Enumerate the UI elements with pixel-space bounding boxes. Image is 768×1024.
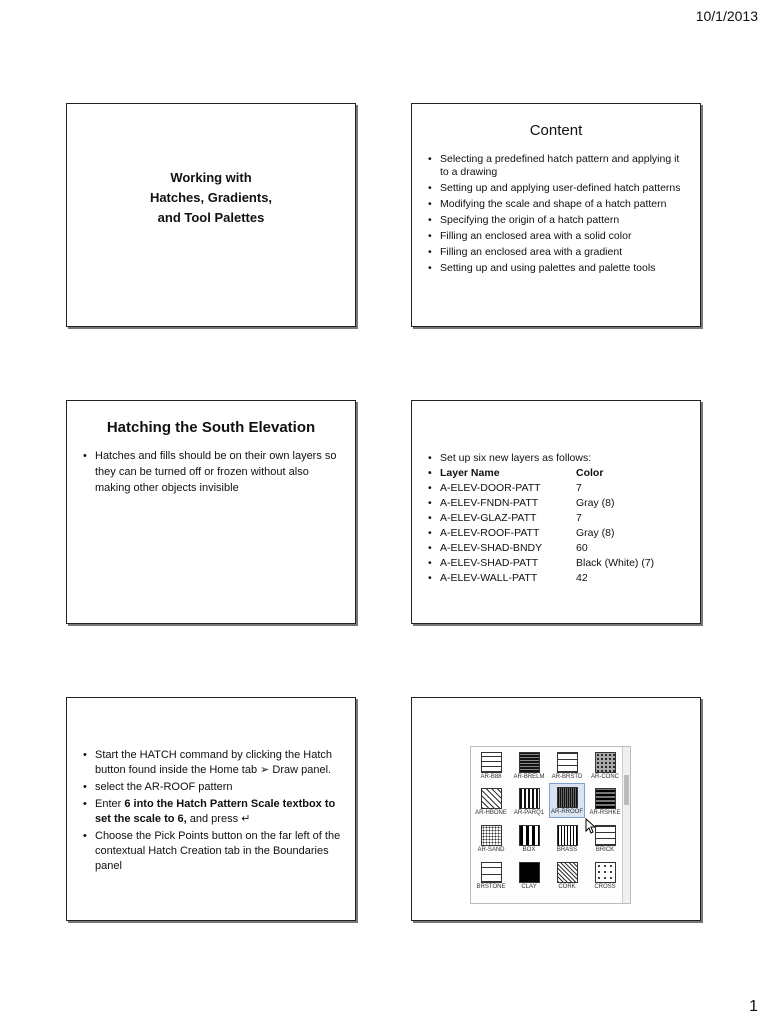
pattern-swatch[interactable] <box>511 785 547 816</box>
pattern-swatch[interactable] <box>473 785 509 816</box>
slide-heading: Hatching the South Elevation <box>106 419 316 436</box>
bullet-item: • Hatches and fills should be on their own layers so they can be turned off or frozen without also making other objects invisible <box>83 448 341 496</box>
slide-hatching-south <box>66 400 356 624</box>
pattern-preview <box>519 862 540 883</box>
bullet-item: • Modifying the scale and shape of a hatch pattern <box>428 198 688 211</box>
pattern-label: AR-B88 <box>480 774 502 780</box>
bullet-text: Enter <box>95 798 125 810</box>
bullet-item: • Specifying the origin of a hatch pattern <box>428 214 688 227</box>
bullet-bold-text: 6 into the Hatch Pattern Scale textbox to set the scale to 6, <box>95 798 336 825</box>
bullet-list <box>83 748 341 874</box>
pattern-preview <box>519 788 540 809</box>
bullet-list <box>83 448 341 496</box>
pattern-swatch[interactable] <box>473 749 509 780</box>
pattern-label: AR-CONC <box>591 774 619 780</box>
bullet-item <box>83 797 341 827</box>
layer-name: A-ELEV-GLAZ-PATT <box>440 512 537 524</box>
slide-heading: Content <box>529 122 583 139</box>
layer-row <box>428 496 688 511</box>
bullet-item: • select the AR-ROOF pattern <box>83 780 341 795</box>
pattern-preview <box>557 752 578 773</box>
layer-row <box>428 511 688 526</box>
pattern-swatch[interactable] <box>587 749 623 780</box>
bullet-item: • Filling an enclosed area with a solid color <box>428 230 688 243</box>
page-number: 1 <box>749 998 758 1015</box>
layer-name: A-ELEV-DOOR-PATT <box>440 482 541 494</box>
pattern-swatch[interactable] <box>511 859 547 890</box>
pattern-label: AR-BRELM <box>513 774 545 780</box>
pattern-preview <box>481 788 502 809</box>
bullet-item: • Selecting a predefined hatch pattern and applying it to a drawing <box>428 153 688 179</box>
pattern-preview <box>595 862 616 883</box>
layer-color: Gray (8) <box>576 527 615 539</box>
pattern-label: AR-PARQ1 <box>513 810 545 816</box>
slide-main-title <box>67 168 355 228</box>
layer-color: 7 <box>576 512 582 524</box>
pattern-label: AR-BRSTD <box>551 774 583 780</box>
layer-color-header: Color <box>576 467 604 479</box>
pattern-label: BRASS <box>556 847 578 853</box>
pattern-swatch-selected[interactable] <box>549 783 585 818</box>
pattern-preview <box>481 825 502 846</box>
pattern-label: AR-RSHKE <box>589 810 621 816</box>
title-line: and Tool Palettes <box>157 210 265 225</box>
bullet-item: • Start the HATCH command by clicking the Hatch button found inside the Home tab ➢ Draw panel. <box>83 748 341 778</box>
layer-list <box>428 451 688 586</box>
pattern-label: AR-RROOF <box>551 809 583 815</box>
pattern-preview <box>557 862 578 883</box>
slide-title-card <box>66 103 356 327</box>
title-line: Working with <box>170 170 252 185</box>
pattern-preview <box>557 787 578 808</box>
slide-pattern-palette <box>411 697 701 921</box>
layer-row <box>428 541 688 556</box>
layer-row <box>428 526 688 541</box>
hatch-pattern-palette <box>470 746 631 904</box>
title-line: Hatches, Gradients, <box>149 190 273 205</box>
bullet-list <box>428 153 688 275</box>
pattern-label: AR-SAND <box>477 847 505 853</box>
pattern-preview <box>595 825 616 846</box>
slide-hatch-steps <box>66 697 356 921</box>
slide-layers <box>411 400 701 624</box>
pattern-swatch[interactable] <box>473 822 509 853</box>
layer-row <box>428 571 688 586</box>
pattern-label: BRSTONE <box>476 884 506 890</box>
layer-header-row <box>428 466 688 481</box>
pattern-preview <box>557 825 578 846</box>
pattern-swatch[interactable] <box>549 822 585 853</box>
bullet-item: • Setting up and using palettes and palette tools <box>428 262 688 275</box>
bullet-item: • Set up six new layers as follows: <box>428 451 688 466</box>
bullet-item: • Choose the Pick Points button on the far left of the contextual Hatch Creation tab in the Boundaries panel <box>83 829 341 874</box>
layer-name: A-ELEV-WALL-PATT <box>440 572 538 584</box>
layer-name-header: Layer Name <box>440 467 500 479</box>
pattern-swatch[interactable] <box>511 749 547 780</box>
layer-name: A-ELEV-SHAD-PATT <box>440 557 539 569</box>
layer-color: 42 <box>576 572 588 584</box>
pattern-label: CLAY <box>521 884 537 890</box>
pattern-label: CORK <box>558 884 576 890</box>
scrollbar-thumb[interactable] <box>624 775 629 805</box>
layer-color: Gray (8) <box>576 497 615 509</box>
pattern-swatch[interactable] <box>473 859 509 890</box>
pattern-swatch[interactable] <box>549 749 585 780</box>
pattern-label: BOX <box>522 847 536 853</box>
palette-scrollbar[interactable] <box>622 747 630 903</box>
bullet-item: • Filling an enclosed area with a gradient <box>428 246 688 259</box>
pattern-swatch[interactable] <box>587 859 623 890</box>
mouse-pointer-icon <box>585 818 597 837</box>
pattern-preview <box>595 752 616 773</box>
pattern-preview <box>519 752 540 773</box>
layer-row <box>428 556 688 571</box>
layer-color: 7 <box>576 482 582 494</box>
pattern-preview <box>519 825 540 846</box>
pattern-preview <box>481 862 502 883</box>
pattern-label: AR-HBONE <box>475 810 507 816</box>
pattern-swatch[interactable] <box>549 859 585 890</box>
layer-row <box>428 481 688 496</box>
layer-name: A-ELEV-FNDN-PATT <box>440 497 539 509</box>
pattern-label: CROSS <box>594 884 616 890</box>
slide-content <box>411 103 701 327</box>
pattern-preview <box>481 752 502 773</box>
layer-color: Black (White) (7) <box>576 557 655 569</box>
pattern-swatch[interactable] <box>511 822 547 853</box>
layer-color: 60 <box>576 542 588 554</box>
bullet-text: and press ↵ <box>186 813 251 825</box>
layer-name: A-ELEV-SHAD-BNDY <box>440 542 543 554</box>
pattern-label: BRICK <box>595 847 615 853</box>
pattern-preview <box>595 788 616 809</box>
header-date: 10/1/2013 <box>695 8 758 24</box>
bullet-item: • Setting up and applying user-defined hatch patterns <box>428 182 688 195</box>
layer-name: A-ELEV-ROOF-PATT <box>440 527 540 539</box>
pattern-swatch[interactable] <box>587 785 623 816</box>
